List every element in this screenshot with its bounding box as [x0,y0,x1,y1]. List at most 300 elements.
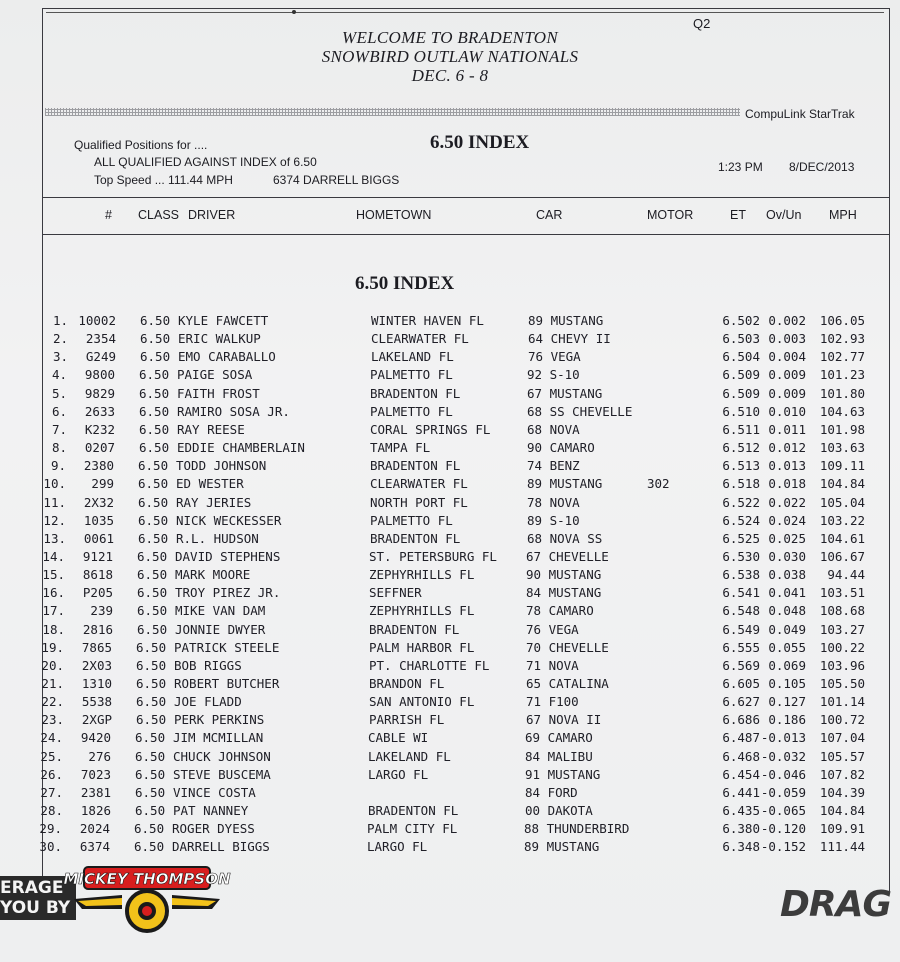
row-ov-un: 0.025 [768,530,806,546]
table-row [0,367,900,385]
row-et: 6.441 [722,784,760,800]
row-car-number: 7865 [81,639,112,655]
row-driver: PAT NANNEY [173,803,249,819]
row-et: 6.538 [722,567,760,583]
row-driver: ROGER DYESS [172,821,255,837]
col-hometown: HOMETOWN [356,208,432,222]
row-car: 88 THUNDERBIRD [524,821,630,837]
table-row [0,640,900,658]
row-mph: 101.98 [819,421,865,437]
row-mph: 103.63 [819,440,865,456]
row-car: 67 MUSTANG [527,385,603,401]
table-row [0,749,900,767]
row-car-number: 2633 [84,403,115,419]
row-ov-un: -0.013 [760,730,806,746]
row-position: 16. [42,585,65,601]
row-et: 6.524 [722,512,760,528]
row-et: 6.541 [722,585,760,601]
row-car-number: 2380 [83,458,114,474]
row-hometown: BRADENTON FL [370,385,461,401]
row-car-number: 2381 [80,784,111,800]
table-row [0,694,900,712]
row-car-number: 2024 [79,821,110,837]
row-position: 21. [41,676,64,691]
row-hometown: PALM HARBOR FL [369,639,475,655]
row-position: 3. [52,349,68,365]
row-position: 6. [51,403,67,419]
row-car: 92 S-10 [527,367,580,383]
row-car-number: 276 [88,748,111,764]
header-rule-top [42,197,890,198]
row-car: 76 VEGA [528,349,581,365]
row-class: 6.50 [138,476,169,492]
row-car-number: 2354 [85,331,116,347]
table-row [0,513,900,531]
table-row [0,495,900,513]
row-car: 84 MALIBU [525,748,593,764]
row-mph: 100.72 [819,712,865,728]
table-row [0,422,900,440]
row-car-number: 0061 [83,530,114,546]
row-driver: KYLE FAWCETT [178,313,269,328]
row-ov-un: 0.105 [768,676,806,691]
row-class: 6.50 [135,730,166,746]
table-row [0,803,900,821]
row-ov-un: 0.010 [768,403,806,419]
row-driver: NICK WECKESSER [176,512,282,528]
row-class: 6.50 [139,421,170,437]
row-mph: 104.63 [819,403,865,419]
row-et: 6.522 [722,494,760,510]
row-hometown: ZEPHYRHILLS FL [369,567,475,583]
row-car: 68 NOVA SS [527,530,603,546]
row-car: 78 NOVA [527,494,580,510]
table-row [0,549,900,567]
row-et: 6.504 [722,349,760,365]
row-position: 23. [41,712,64,728]
row-class: 6.50 [136,694,167,710]
row-ov-un: 0.055 [768,639,806,655]
top-speed-driver: 6374 DARRELL BIGGS [273,173,400,187]
row-hometown: PALM CITY FL [367,821,458,837]
row-car: 67 NOVA II [526,712,602,728]
row-hometown: PT. CHARLOTTE FL [369,657,490,673]
row-hometown: CORAL SPRINGS FL [370,421,491,437]
row-class: 6.50 [135,803,166,819]
row-hometown: CABLE WI [368,730,429,746]
row-class: 6.50 [138,458,169,474]
row-driver: FAITH FROST [177,385,260,401]
row-et: 6.348 [722,839,760,855]
row-position: 29. [39,821,62,837]
row-position: 25. [40,748,63,764]
logo-text: MICKEY THOMPSON [63,870,231,888]
row-car-number: 7023 [80,766,111,782]
row-driver: JIM MCMILLAN [173,730,264,746]
table-row [0,839,900,857]
row-ov-un: 0.018 [768,476,806,492]
row-car-number: 5538 [81,694,112,710]
row-hometown: ZEPHYRHILLS FL [369,603,475,619]
row-car-number: 2X03 [81,657,112,673]
row-car: 91 MUSTANG [525,766,601,782]
row-ov-un: 0.012 [768,440,806,456]
row-ov-un: 0.009 [768,385,806,401]
round-tag: Q2 [693,16,711,31]
table-row [0,658,900,676]
row-et: 6.569 [722,657,760,673]
table-row [0,531,900,549]
row-position: 12. [43,512,66,528]
row-hometown: PARRISH FL [369,712,445,728]
row-et: 6.503 [722,331,760,347]
frame-inner-line [46,12,884,13]
row-car: 89 MUSTANG [524,839,600,855]
row-ov-un: 0.048 [768,603,806,619]
row-car: 74 BENZ [527,458,580,474]
row-hometown: CLEARWATER FL [370,476,468,492]
row-position: 14. [42,548,65,564]
row-class: 6.50 [140,313,171,328]
row-class: 6.50 [137,585,168,601]
row-position: 18. [42,621,65,637]
row-ov-un: 0.030 [768,548,806,564]
row-hometown: LAKELAND FL [371,349,454,365]
row-position: 28. [40,803,63,819]
row-driver: CHUCK JOHNSON [173,748,271,764]
row-car-number: 2XGP [81,712,112,728]
row-driver: JONNIE DWYER [175,621,266,637]
row-et: 6.555 [722,639,760,655]
row-mph: 111.44 [819,839,865,855]
row-hometown: TAMPA FL [370,440,431,456]
row-ov-un: 0.041 [768,585,806,601]
row-car-number: 8618 [82,567,113,583]
row-et: 6.509 [722,367,760,383]
row-class: 6.50 [136,676,167,691]
table-row [0,476,900,494]
row-car-number: G249 [85,349,116,365]
row-et: 6.502 [722,313,760,328]
row-car-number: 1035 [83,512,114,528]
row-class: 6.50 [139,403,170,419]
row-car-number: 2X32 [83,494,114,510]
row-mph: 102.77 [819,349,865,365]
row-class: 6.50 [135,766,166,782]
section-title: 6.50 INDEX [355,273,455,294]
row-car-number: 299 [91,476,114,492]
row-ov-un: -0.046 [760,766,806,782]
row-position: 11. [43,494,66,510]
table-row [0,386,900,404]
row-car: 84 FORD [525,784,578,800]
row-mph: 106.67 [819,548,865,564]
table-row [0,567,900,585]
row-mph: 101.80 [819,385,865,401]
row-position: 2. [52,331,68,347]
row-et: 6.468 [722,748,760,764]
row-et: 6.627 [722,694,760,710]
row-class: 6.50 [138,530,169,546]
table-row [0,821,900,839]
row-ov-un: 0.002 [768,313,806,328]
row-class: 6.50 [137,621,168,637]
row-ov-un: -0.152 [760,839,806,855]
row-car: 78 CAMARO [526,603,594,619]
row-ov-un: 0.069 [768,657,806,673]
row-driver: TODD JOHNSON [176,458,267,474]
table-row [0,458,900,476]
row-et: 6.510 [722,403,760,419]
row-driver: RAY REESE [177,421,245,437]
table-row [0,349,900,367]
row-position: 8. [51,440,67,456]
table-row [0,785,900,803]
row-position: 7. [51,421,67,437]
row-car-number: 9829 [84,385,115,401]
row-mph: 101.14 [819,694,865,710]
row-position: 30. [39,839,62,855]
row-et: 6.525 [722,530,760,546]
row-driver: PATRICK STEELE [174,639,280,655]
row-motor: 302 [647,476,670,492]
row-position: 5. [51,385,67,401]
row-ov-un: -0.032 [760,748,806,764]
row-ov-un: -0.065 [760,803,806,819]
row-class: 6.50 [140,331,171,347]
row-class: 6.50 [140,349,171,365]
row-hometown: CLEARWATER FL [371,331,469,347]
row-hometown: LARGO FL [367,839,428,855]
row-car: 90 MUSTANG [526,567,602,583]
row-driver: MIKE VAN DAM [175,603,266,619]
row-driver: EDDIE CHAMBERLAIN [177,440,305,456]
row-car: 65 CATALINA [526,676,609,691]
row-class: 6.50 [134,839,165,855]
row-class: 6.50 [139,367,170,383]
col-class: CLASS [138,208,179,222]
table-row [0,712,900,730]
row-car: 89 MUSTANG [527,476,603,492]
row-class: 6.50 [139,440,170,456]
row-driver: R.L. HUDSON [176,530,259,546]
row-car: 90 CAMARO [527,440,595,456]
col-driver: DRIVER [188,208,236,222]
row-class: 6.50 [136,639,167,655]
header-rule-bottom [42,234,890,235]
row-hometown: LAKELAND FL [368,748,451,764]
row-driver: ROBERT BUTCHER [174,676,280,691]
row-car-number: 9800 [84,367,115,383]
row-car-number: 1310 [81,676,112,691]
row-car: 67 CHEVELLE [526,548,609,564]
row-et: 6.513 [722,458,760,474]
row-class: 6.50 [135,748,166,764]
row-ov-un: 0.024 [768,512,806,528]
row-mph: 103.51 [819,585,865,601]
row-hometown: LARGO FL [368,766,429,782]
col-car: CAR [536,208,563,222]
row-position: 26. [40,766,63,782]
row-mph: 104.61 [819,530,865,546]
coverage-text-1: ERAGE [0,878,64,898]
row-hometown: BRADENTON FL [370,458,461,474]
row-et: 6.530 [722,548,760,564]
logo-badge-core [142,906,152,916]
header-line-1: WELCOME TO BRADENTON [341,28,558,47]
row-mph: 104.84 [819,803,865,819]
row-hometown: PALMETTO FL [370,367,453,383]
row-mph: 109.91 [819,821,865,837]
row-class: 6.50 [138,512,169,528]
row-position: 19. [41,639,64,655]
row-hometown: BRANDON FL [369,676,445,691]
row-mph: 105.57 [819,748,865,764]
row-driver: VINCE COSTA [173,784,256,800]
row-mph: 103.96 [819,657,865,673]
row-position: 15. [42,567,65,583]
row-ov-un: 0.009 [768,367,806,383]
row-et: 6.509 [722,385,760,401]
table-row [0,331,900,349]
col-et: ET [730,208,746,222]
row-position: 27. [40,784,63,800]
col-motor: MOTOR [647,208,694,222]
row-et: 6.454 [722,766,760,782]
row-car: 69 CAMARO [525,730,593,746]
col-mph: MPH [829,208,857,222]
table-row [0,603,900,621]
row-ov-un: 0.004 [768,349,806,365]
row-driver: MARK MOORE [175,567,251,583]
row-position: 24. [40,730,63,746]
row-hometown: BRADENTON FL [368,803,459,819]
row-car: 71 NOVA [526,657,579,673]
row-car: 89 MUSTANG [528,313,604,328]
row-hometown: WINTER HAVEN FL [371,313,484,328]
row-mph: 109.11 [819,458,865,474]
row-car: 71 F100 [526,694,579,710]
row-mph: 94.44 [827,567,865,583]
row-driver: BOB RIGGS [174,657,242,673]
row-et: 6.686 [722,712,760,728]
row-car: 00 DAKOTA [525,803,593,819]
row-et: 6.487 [722,730,760,746]
row-class: 6.50 [135,784,166,800]
row-car-number: 9420 [80,730,111,746]
site-watermark: DRAG [780,884,892,925]
row-car: 84 MUSTANG [526,585,602,601]
row-position: 22. [41,694,64,710]
row-hometown: NORTH PORT FL [370,494,468,510]
index-against: ALL QUALIFIED AGAINST INDEX of 6.50 [94,155,317,169]
col-ovun: Ov/Un [766,208,802,222]
table-row [0,404,900,422]
row-ov-un: 0.013 [768,458,806,474]
row-mph: 107.04 [819,730,865,746]
row-position: 20. [41,657,64,673]
col-num: # [105,208,112,222]
row-class: 6.50 [136,712,167,728]
row-ov-un: 0.011 [768,421,806,437]
row-mph: 100.22 [819,639,865,655]
row-position: 1. [52,313,68,328]
dotted-separator [45,108,740,116]
row-mph: 106.05 [819,313,865,328]
row-car: 70 CHEVELLE [526,639,609,655]
row-class: 6.50 [139,385,170,401]
row-class: 6.50 [134,821,165,837]
row-driver: RAMIRO SOSA JR. [177,403,290,419]
row-et: 6.549 [722,621,760,637]
table-row [0,440,900,458]
row-mph: 107.82 [819,766,865,782]
row-car: 64 CHEVY II [528,331,611,347]
row-mph: 103.27 [819,621,865,637]
row-driver: RAY JERIES [176,494,252,510]
row-class: 6.50 [138,494,169,510]
row-car-number: 2816 [82,621,113,637]
row-driver: TROY PIREZ JR. [175,585,281,601]
table-row [0,730,900,748]
row-ov-un: -0.059 [760,784,806,800]
coverage-text-2: YOU BY [0,898,71,918]
row-car-number: 10002 [78,313,116,328]
row-car-number: 239 [90,603,113,619]
row-hometown: BRADENTON FL [369,621,460,637]
row-car-number: 6374 [79,839,110,855]
row-driver: PAIGE SOSA [177,367,253,383]
row-ov-un: 0.127 [768,694,806,710]
row-hometown: ST. PETERSBURG FL [369,548,497,564]
row-position: 9. [50,458,66,474]
system-label: CompuLink StarTrak [745,107,855,121]
row-car-number: 9121 [82,548,113,564]
row-driver: DAVID STEPHENS [175,548,281,564]
row-mph: 105.50 [819,676,865,691]
row-hometown: BRADENTON FL [370,530,461,546]
row-ov-un: 0.186 [768,712,806,728]
row-ov-un: 0.003 [768,331,806,347]
header-line-2: SNOWBIRD OUTLAW NATIONALS [321,47,579,66]
row-ov-un: 0.049 [768,621,806,637]
row-car: 68 SS CHEVELLE [527,403,633,419]
row-mph: 104.39 [819,784,865,800]
row-car: 76 VEGA [526,621,579,637]
row-mph: 102.93 [819,331,865,347]
row-position: 10. [43,476,66,492]
row-driver: ED WESTER [176,476,244,492]
row-driver: EMO CARABALLO [178,349,276,365]
row-class: 6.50 [137,548,168,564]
table-row [0,313,900,331]
row-ov-un: -0.120 [760,821,806,837]
row-ov-un: 0.022 [768,494,806,510]
row-driver: STEVE BUSCEMA [173,766,271,782]
row-et: 6.605 [722,676,760,691]
table-row [0,767,900,785]
row-car: 89 S-10 [527,512,580,528]
mickey-thompson-logo [63,865,231,937]
row-class: 6.50 [136,657,167,673]
row-car-number: P205 [82,585,113,601]
row-et: 6.548 [722,603,760,619]
row-ov-un: 0.038 [768,567,806,583]
row-hometown: SAN ANTONIO FL [369,694,475,710]
qualified-for-label: Qualified Positions for .... [74,138,208,152]
report-date: 8/DEC/2013 [789,160,855,174]
row-car-number: K232 [84,421,115,437]
